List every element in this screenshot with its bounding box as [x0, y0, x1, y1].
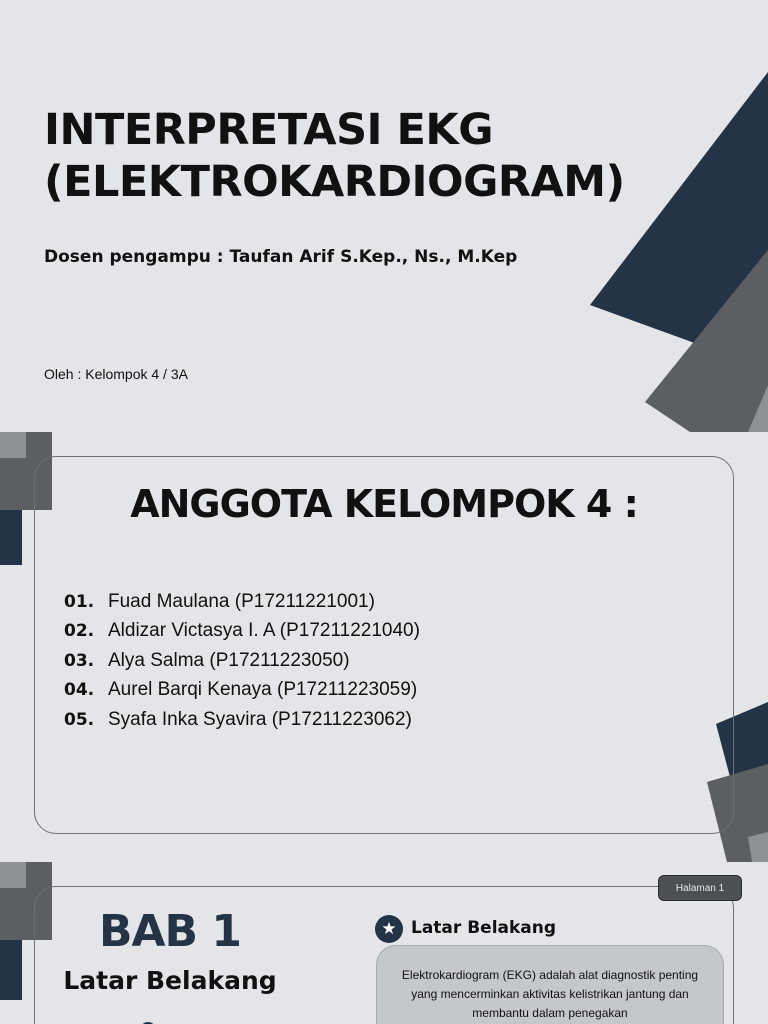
list-item: [64, 646, 420, 676]
member-name: Aldizar Victasya I. A (P17211221040): [108, 620, 420, 642]
member-name: Aurel Barqi Kenaya (P17211223059): [108, 679, 418, 701]
star-icon: ★: [375, 915, 403, 943]
member-number: 03.: [64, 650, 95, 671]
chapter-subtitle: Latar Belakang: [63, 966, 277, 995]
list-item: [64, 617, 420, 647]
list-item: [64, 705, 420, 735]
title-line-1: INTERPRETASI EKG: [44, 105, 494, 155]
members-title: ANGGOTA KELOMPOK 4 :: [130, 482, 638, 526]
page-badge: Halaman 1: [658, 875, 742, 901]
member-number: 04.: [64, 680, 95, 701]
title-slide: [0, 0, 768, 432]
chapter-slide: [0, 862, 768, 1024]
presentation-title: [44, 104, 625, 208]
member-number: 05.: [64, 709, 95, 730]
group-line: Oleh : Kelompok 4 / 3A: [44, 366, 188, 382]
members-list: [64, 587, 420, 735]
list-item: [64, 676, 420, 706]
lecturer-line: Dosen pengampu : Taufan Arif S.Kep., Ns., M.Kep: [44, 247, 518, 267]
member-name: Fuad Maulana (P17211221001): [108, 590, 375, 612]
list-item: [64, 587, 420, 617]
section-paragraph: Elektrokardiogram (EKG) adalah alat diagnostik penting yang mencerminkan aktivitas kelistrikan jantung dan membantu dalam penegakan: [401, 968, 699, 1020]
member-number: 02.: [64, 621, 95, 642]
members-slide: [0, 432, 768, 862]
title-line-2: (ELEKTROKARDIOGRAM): [44, 157, 625, 207]
member-name: Alya Salma (P17211223050): [108, 649, 350, 671]
section-heading: Latar Belakang: [411, 918, 557, 938]
section-paragraph-box: [376, 945, 724, 1024]
member-name: Syafa Inka Syavira (P17211223062): [108, 708, 412, 730]
chapter-title: BAB 1: [98, 906, 242, 957]
member-number: 01.: [64, 591, 95, 612]
